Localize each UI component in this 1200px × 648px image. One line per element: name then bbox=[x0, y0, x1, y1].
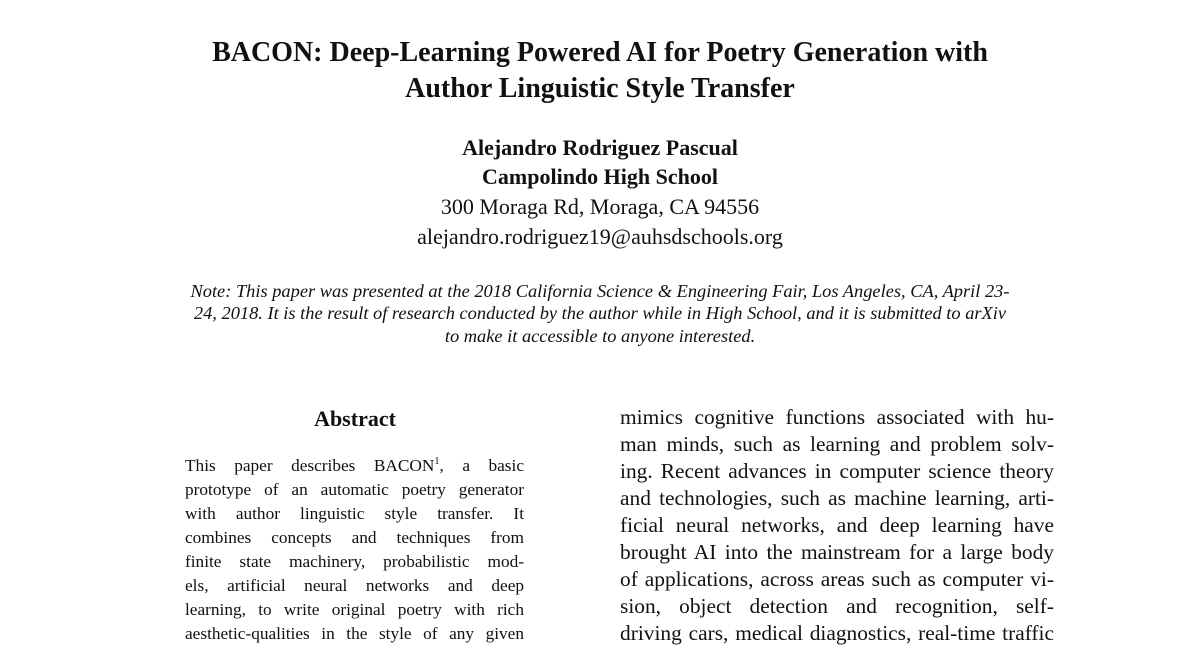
body-line: brought AI into the mainstream for a large body bbox=[620, 540, 1054, 564]
body-line: ing. Recent advances in computer science theory bbox=[620, 459, 1054, 483]
body-line: and technologies, such as machine learning, arti- bbox=[620, 486, 1054, 510]
body-line: ficial neural networks, and deep learning have bbox=[620, 513, 1054, 537]
body-line: man minds, such as learning and problem solv- bbox=[620, 432, 1054, 456]
abstract-first-line-rest: , a basic bbox=[439, 456, 524, 475]
paper-title-line-1: BACON: Deep-Learning Powered AI for Poetry Generation with bbox=[212, 37, 988, 68]
presentation-note-line-3: to make it accessible to anyone interested. bbox=[444, 326, 756, 346]
body-line: mimics cognitive functions associated with hu- bbox=[620, 405, 1054, 429]
abstract-line: finite state machinery, probabilistic mod- bbox=[185, 552, 524, 571]
abstract-line: learning, to write original poetry with rich bbox=[185, 600, 524, 619]
abstract-line: aesthetic-qualities in the style of any given bbox=[185, 624, 524, 643]
body-line: of applications, across areas such as computer vi- bbox=[620, 567, 1054, 591]
body-line: driving cars, medical diagnostics, real-time traffic bbox=[620, 621, 1054, 645]
footnote-marker: 1 bbox=[434, 456, 440, 468]
abstract-line: els, artificial neural networks and deep bbox=[185, 576, 524, 595]
author-email: alejandro.rodriguez19@auhsdschools.org bbox=[417, 224, 783, 249]
author-name: Alejandro Rodriguez Pascual bbox=[462, 135, 738, 160]
body-line: sion, object detection and recognition, self- bbox=[620, 594, 1054, 618]
abstract-first-line-text: This paper describes BACON bbox=[185, 456, 435, 475]
abstract-line bbox=[185, 454, 524, 478]
author-address: 300 Moraga Rd, Moraga, CA 94556 bbox=[440, 194, 760, 219]
presentation-note-line-1: Note: This paper was presented at the 2018 California Science & Engineering Fair, Los Angeles, CA, April 23- bbox=[190, 281, 1010, 301]
abstract-line: combines concepts and techniques from bbox=[185, 528, 524, 547]
abstract-heading: Abstract bbox=[314, 406, 396, 431]
presentation-note-line-2: 24, 2018. It is the result of research conducted by the author while in High School, and it is submitted to arXiv bbox=[193, 303, 1007, 323]
abstract-line: prototype of an automatic poetry generator bbox=[185, 480, 524, 499]
author-affiliation: Campolindo High School bbox=[482, 164, 718, 189]
abstract-line: with author linguistic style transfer. It bbox=[185, 504, 524, 523]
paper-title-line-2: Author Linguistic Style Transfer bbox=[405, 73, 795, 104]
